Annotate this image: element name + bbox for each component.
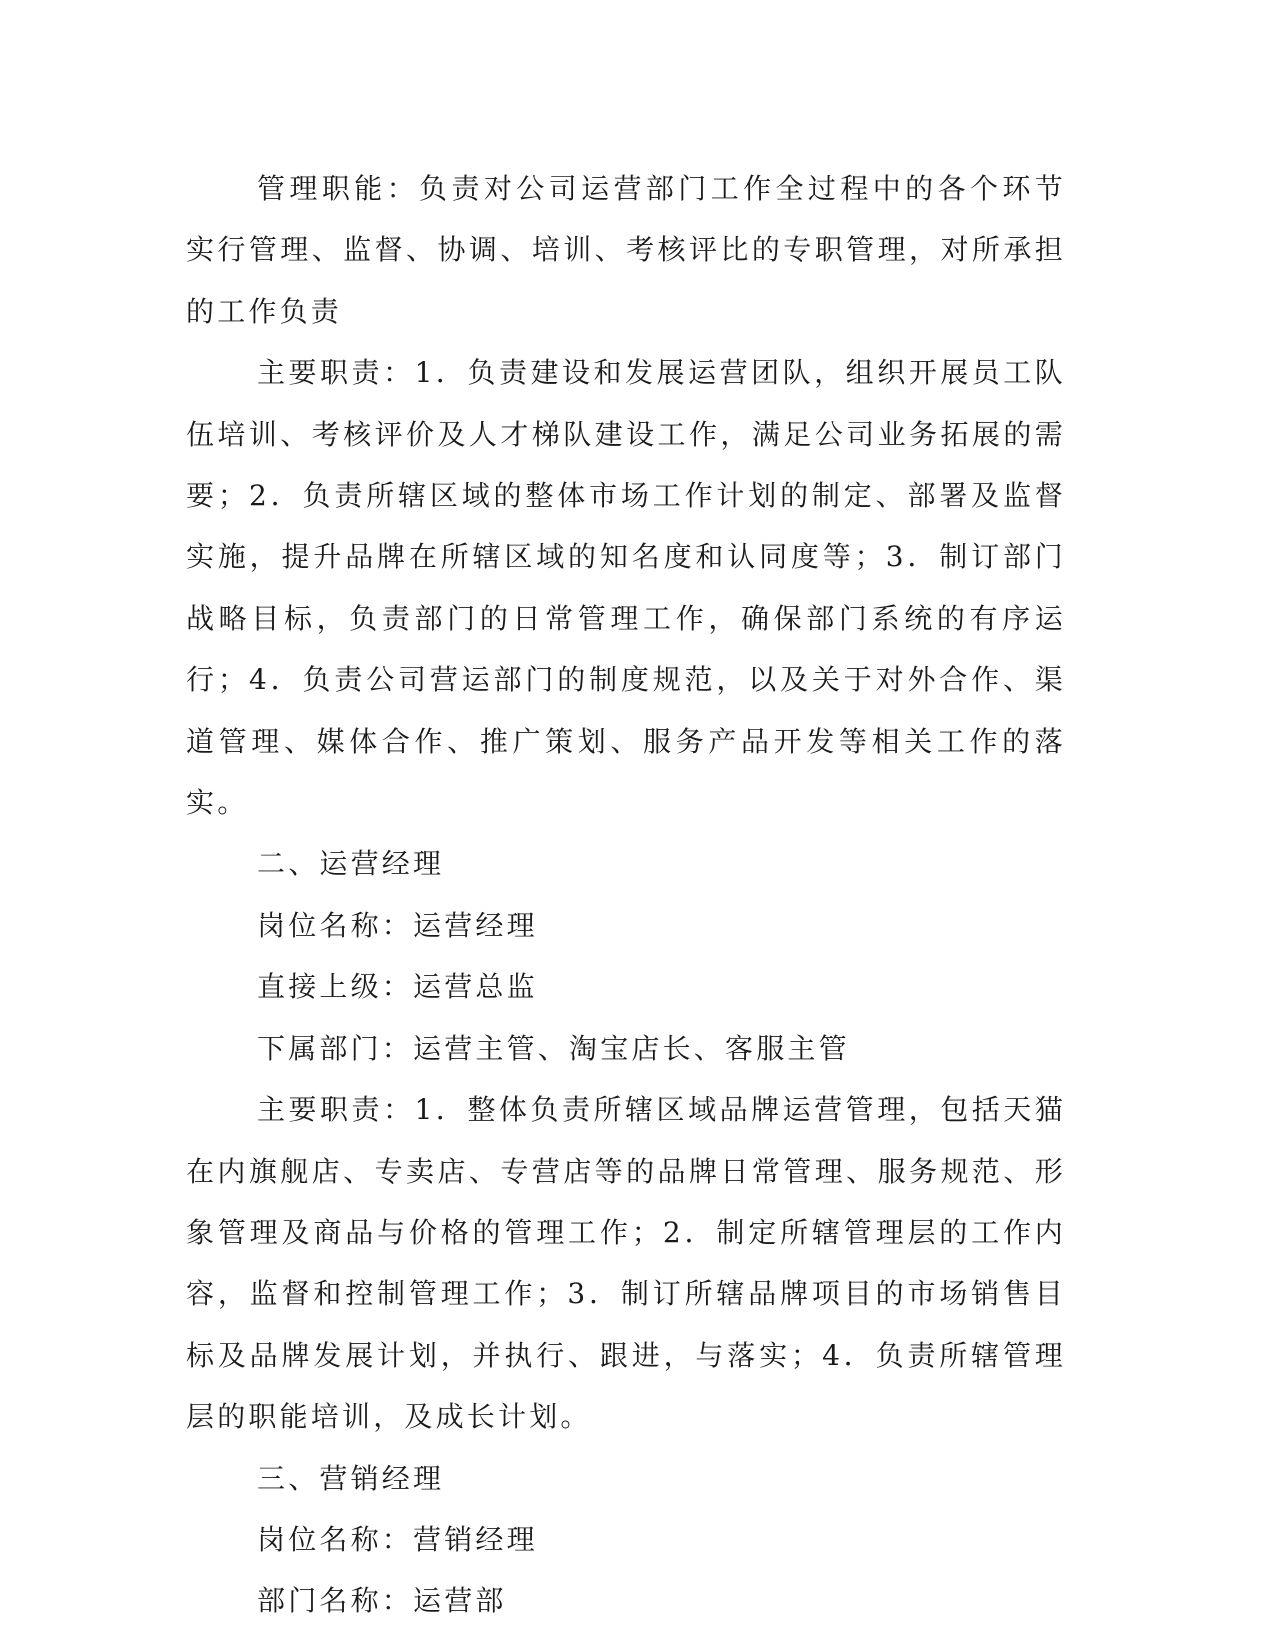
paragraph-department-name: 部门名称：运营部 bbox=[257, 1584, 507, 1618]
section-heading-operations-manager: 二、运营经理 bbox=[257, 847, 445, 881]
paragraph-manager-duties: 主要职责：1．整体负责所辖区域品牌运营管理，包括天猫在内旗舰店、专卖店、专营店等的品牌日常管理、服务规范、形象管理及商品与价格的管理工作；2．制定所辖管理层的工作内容，监督和控制管理工作；3．制订所辖品牌项目的市场销售目标及品牌发展计划，并执行、跟进，与落实；4．负责所辖管理层的职能培训，及成长计划。 bbox=[186, 1093, 1066, 1434]
paragraph-director-duties: 主要职责：1．负责建设和发展运营团队，组织开展员工队伍培训、考核评价及人才梯队建设工作，满足公司业务拓展的需要；2．负责所辖区域的整体市场工作计划的制定、部署及监督实施，提升品牌在所辖区域的知名度和认同度等；3．制订部门战略目标，负责部门的日常管理工作，确保部门系统的有序运行；4．负责公司营运部门的制度规范，以及关于对外合作、渠道管理、媒体合作、推广策划、服务产品开发等相关工作的落实。 bbox=[186, 356, 1066, 820]
paragraph-position-name: 岗位名称：运营经理 bbox=[257, 908, 538, 942]
paragraph-direct-superior: 直接上级：运营总监 bbox=[257, 970, 538, 1004]
document-body bbox=[186, 158, 1066, 1632]
paragraph-management-function: 管理职能：负责对公司运营部门工作全过程中的各个环节实行管理、监督、协调、培训、考核评比的专职管理，对所承担的工作负责 bbox=[186, 172, 1066, 328]
paragraph-marketing-position-name: 岗位名称：营销经理 bbox=[257, 1522, 538, 1556]
section-heading-marketing-manager: 三、营销经理 bbox=[257, 1461, 445, 1495]
paragraph-subordinate-departments: 下属部门：运营主管、淘宝店长、客服主管 bbox=[257, 1031, 850, 1065]
